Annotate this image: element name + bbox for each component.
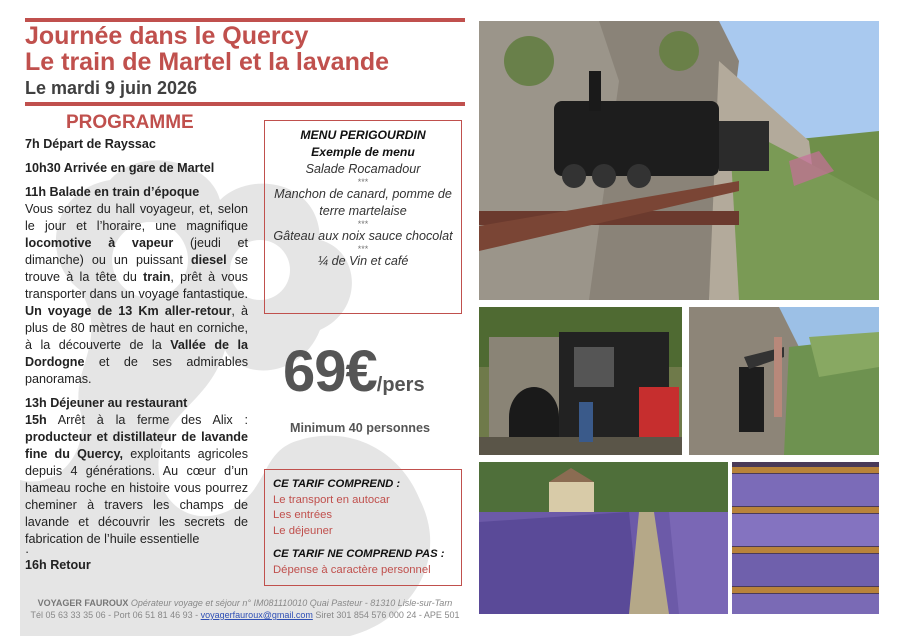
ferme-description [25, 412, 248, 548]
header-rule-bottom [25, 102, 465, 106]
programme-heading: PROGRAMME [66, 112, 194, 133]
footer-company: VOYAGER FAUROUX [37, 598, 129, 608]
balade-text: , à plus de 80 mètres de haut en corniche, à la découverte de la [25, 304, 248, 352]
footer-address: Opérateur voyage et séjour n° IM081110010 Quai Pasteur - 81310 Lisle-sur-Tarn [128, 598, 453, 608]
photo-train-corniche [689, 307, 879, 455]
tarif-excludes-title: CE TARIF NE COMPREND PAS : [273, 548, 445, 560]
photo-lavender-field [479, 462, 728, 614]
menu-separator: *** [357, 177, 369, 187]
ferme-producteur: producteur et distillateur de lavande fine du Quercy, [25, 430, 248, 461]
price [283, 339, 425, 404]
photo-lavender-drying [732, 462, 879, 614]
menu-item: Salade Rocamadour [305, 162, 421, 176]
price-unit: /pers [376, 374, 425, 396]
menu-box [264, 120, 462, 314]
footer-phone: Tél 05 63 33 35 06 - Port 06 51 81 46 93 - [30, 610, 201, 620]
balade-description [25, 201, 248, 388]
ferme-time: 15h [25, 413, 47, 427]
tarif-include-item: Les entrées [273, 509, 333, 521]
photo-train-cliff [479, 21, 879, 300]
dot-mark: · [25, 545, 30, 559]
tarif-include-item: Le transport en autocar [273, 493, 390, 506]
tarif-exclude-item: Dépense à caractère personnel [273, 563, 431, 576]
menu-subtitle: Exemple de menu [311, 145, 415, 159]
balade-text: (jeudi et dimanche) ou un puissant [25, 236, 248, 267]
footer-line-1 [25, 598, 465, 608]
menu-separator: *** [357, 219, 369, 229]
balade-text: et de ses admirables panoramas. [25, 355, 248, 386]
step-depart: 7h Départ de Rayssac [25, 137, 156, 151]
footer-line-2 [25, 610, 465, 620]
step-dejeuner: 13h Déjeuner au restaurant [25, 396, 188, 410]
balade-text: se trouve à la tête du [25, 253, 248, 284]
programme-section [25, 136, 248, 574]
menu-item: ¼ de Vin et café [317, 254, 409, 268]
step-retour: 16h Retour [25, 558, 91, 572]
footer-siret: Siret 301 854 576 000 24 - APE 501 [312, 610, 460, 620]
photo-train-tunnel [479, 307, 682, 455]
tarif-includes-title: CE TARIF COMPREND : [273, 478, 401, 490]
step-balade: 11h Balade en train d’époque [25, 185, 200, 199]
ferme-text: Arrêt à la ferme des Alix : [46, 413, 248, 427]
tarif-include-item: Le déjeuner [273, 524, 333, 537]
balade-locomotive: locomotive à vapeur [25, 236, 174, 250]
step-arrivee: 10h30 Arrivée en gare de Martel [25, 161, 215, 175]
menu-title: MENU PERIGOURDIN [300, 128, 426, 142]
tarif-box [264, 469, 462, 586]
ferme-text: exploitants agricoles depuis 4 générations. Au cœur d’un hameau roche en histoire vous pourrez cheminer à travers les champs de lavande et découvrir les secrets de fabrication de l’huile essentielle [25, 447, 248, 546]
minimum-participants: Minimum 40 personnes [290, 421, 430, 435]
event-date: Le mardi 9 juin 2026 [25, 78, 198, 98]
title-line-1: Journée dans le Quercy [25, 22, 309, 50]
balade-train: train [143, 270, 171, 284]
menu-separator: *** [357, 244, 369, 254]
menu-item: Manchon de canard, pomme de terre martelaise [274, 187, 452, 218]
balade-text: , prêt à vous transporter dans un voyage fantastique. [25, 270, 248, 301]
menu-item: Gâteau aux noix sauce chocolat [273, 229, 453, 243]
price-amount: 69€ [283, 339, 377, 404]
balade-voyage: Un voyage de 13 Km aller-retour [25, 304, 232, 318]
balade-vallee: Vallée de la Dordogne [25, 338, 249, 369]
title-line-2: Le train de Martel et la lavande [25, 48, 390, 76]
balade-diesel: diesel [190, 253, 227, 267]
balade-text: Vous sortez du hall voyageur, et, selon le jour et l’horaire, une magnifique [25, 202, 248, 233]
footer-email-link[interactable]: voyagerfauroux@gmail.com [200, 610, 313, 620]
